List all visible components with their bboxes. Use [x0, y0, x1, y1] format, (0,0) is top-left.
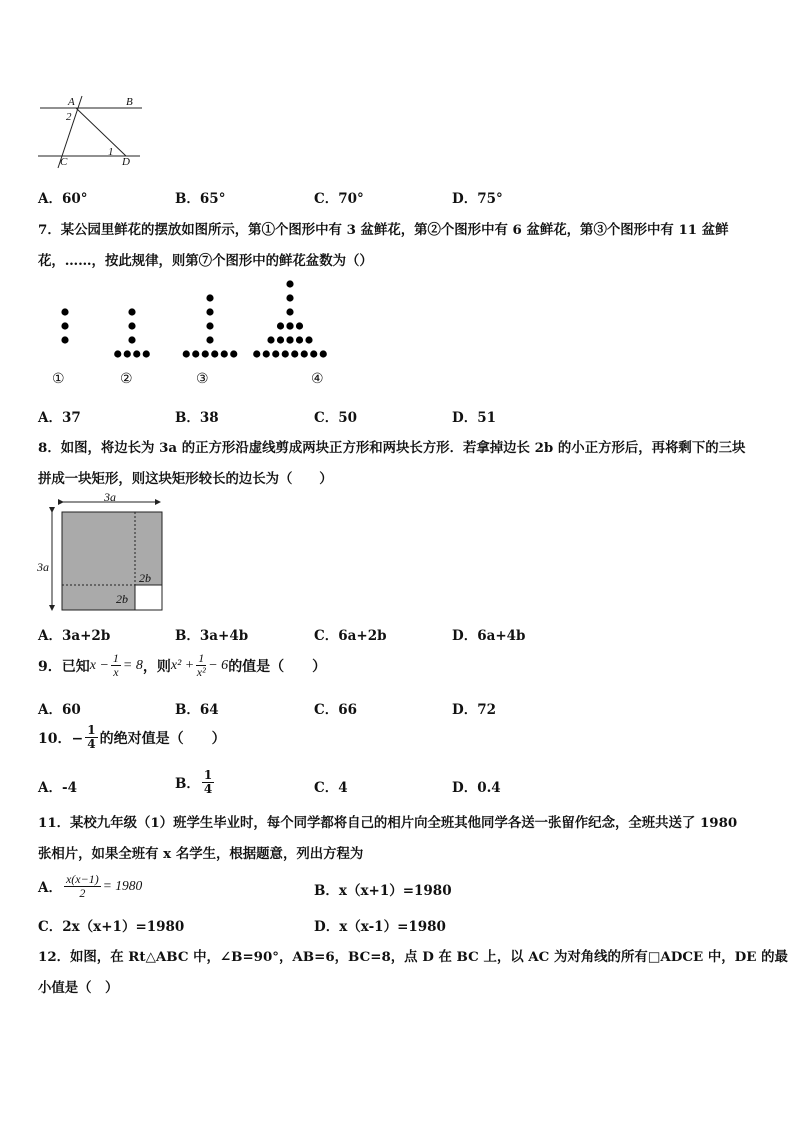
flower-dot — [286, 294, 293, 301]
q10-stem — [38, 724, 226, 751]
q9-mid: ，则 — [142, 658, 171, 675]
figure-label-3: ③ — [196, 371, 209, 387]
q10-optb-denominator: 4 — [203, 781, 213, 796]
flower-dot — [61, 336, 68, 343]
flower-dot — [192, 350, 199, 357]
flower-dot — [277, 336, 284, 343]
flower-dot — [211, 350, 218, 357]
q7-option-c[interactable]: C．50 — [314, 410, 358, 426]
label-B: B — [126, 96, 133, 108]
flower-dot — [301, 350, 308, 357]
flower-dot — [286, 322, 293, 329]
q6-option-a[interactable]: A．60° — [38, 191, 88, 207]
flower-dot — [296, 322, 303, 329]
q7-option-d[interactable]: D．51 — [452, 410, 496, 426]
q7-stem-line1: 7．某公园里鲜花的摆放如图所示，第①个图形中有 3 盆鲜花，第②个图形中有 6 盆鲜花，第③个图形中有 11 盆鲜 — [38, 222, 729, 238]
flower-dot — [206, 308, 213, 315]
q10-option-a[interactable]: A．-4 — [38, 780, 77, 796]
q11-option-d[interactable]: D．x（x-1）=1980 — [314, 919, 446, 935]
flower-dot — [230, 350, 237, 357]
flower-dot — [305, 336, 312, 343]
q9-given-rhs: = 8 — [122, 657, 143, 673]
flower-dot — [206, 294, 213, 301]
flower-dot — [277, 322, 284, 329]
q8-option-b[interactable]: B．3a+4b — [175, 628, 249, 644]
q10-optb-numerator: 1 — [203, 767, 213, 782]
flower-dot — [272, 350, 279, 357]
q6-option-d[interactable]: D．75° — [452, 191, 503, 207]
q9-suffix: 的值是（ ） — [228, 658, 327, 675]
q11-stem-line2: 张相片，如果全班有 x 名学生，根据题意，列出方程为 — [38, 846, 364, 862]
q11-stem-line1: 11．某校九年级（1）班学生毕业时，每个同学都将自己的相片向全班其他同学各送一张留作纪念，全班共送了 1980 — [38, 815, 738, 831]
flower-dot — [286, 280, 293, 287]
q7-option-a[interactable]: A．37 — [38, 410, 81, 426]
flower-dot — [206, 336, 213, 343]
q10-prefix: 10．− — [38, 730, 84, 747]
flower-dot — [282, 350, 289, 357]
q7-stem-line2: 花，……，按此规律，则第⑦个图形中的鲜花盆数为（） — [38, 253, 373, 269]
q10-option-b[interactable] — [175, 762, 216, 802]
label-inner-2b-bottom: 2b — [116, 592, 128, 606]
q9-option-a[interactable]: A．60 — [38, 702, 81, 718]
q10-fraction — [85, 724, 97, 751]
flower-dot — [128, 336, 135, 343]
flower-dot — [61, 308, 68, 315]
q11-option-b[interactable]: B．x（x+1）=1980 — [314, 883, 452, 899]
label-angle-2: 2 — [66, 111, 72, 123]
label-inner-2b-right: 2b — [139, 571, 151, 585]
figure-label-2: ② — [120, 371, 133, 387]
flower-dot — [128, 308, 135, 315]
q9-expr-a: x² + — [170, 657, 195, 673]
flower-dot — [133, 350, 140, 357]
q8-stem-line2: 拼成一块矩形，则这块矩形较长的边长为（ ） — [38, 471, 333, 487]
q10-frac-numerator: 1 — [87, 723, 96, 737]
q9-frac1-numerator: 1 — [112, 651, 119, 665]
q9-fraction-1 — [111, 652, 121, 679]
flower-dot — [114, 350, 121, 357]
figure-label-1: ① — [52, 371, 65, 387]
q10-optb-fraction — [202, 769, 214, 796]
label-D: D — [122, 156, 130, 168]
q9-stem — [38, 652, 326, 679]
q10-optb-label: B． — [175, 776, 200, 792]
q9-given-lhs: x − — [89, 657, 109, 673]
q11-opta-rhs: = 1980 — [102, 878, 143, 893]
q11-option-c[interactable]: C．2x（x+1）=1980 — [38, 919, 185, 935]
flower-dot — [310, 350, 317, 357]
flower-dot — [183, 350, 190, 357]
q8-option-c[interactable]: C．6a+2b — [314, 628, 387, 644]
flower-dot — [263, 350, 270, 357]
label-C: C — [60, 156, 68, 168]
flower-dot-figures — [40, 272, 340, 368]
flower-dot — [286, 336, 293, 343]
square-cut-figure — [38, 490, 168, 615]
label-left-3a: 3a — [37, 560, 49, 574]
q10-option-c[interactable]: C．4 — [314, 780, 348, 796]
flower-dot — [286, 308, 293, 315]
q9-option-b[interactable]: B．64 — [175, 702, 219, 718]
q11-opta-denominator: 2 — [79, 885, 86, 900]
label-angle-1: 1 — [108, 146, 114, 158]
flower-dot — [124, 350, 131, 357]
q9-option-d[interactable]: D．72 — [452, 702, 496, 718]
q12-stem-line1: 12．如图，在 Rt△ABC 中，∠B=90°，AB=6，BC=8，点 D 在 BC 上，以 AC 为对角线的所有□ADCE 中，DE 的最 — [38, 949, 788, 965]
q9-option-c[interactable]: C．66 — [314, 702, 358, 718]
q8-option-d[interactable]: D．6a+4b — [452, 628, 526, 644]
flower-dot — [143, 350, 150, 357]
q11-opta-label: A． — [38, 880, 62, 896]
q9-fraction-2 — [196, 652, 206, 679]
flower-dot — [253, 350, 260, 357]
flower-dot — [202, 350, 209, 357]
q9-frac2-numerator: 1 — [198, 651, 205, 665]
q12-stem-line2: 小值是（ ） — [38, 980, 119, 996]
q11-opta-numerator: x(x−1) — [65, 871, 99, 886]
q7-option-b[interactable]: B．38 — [175, 410, 219, 426]
q10-suffix: 的绝对值是（ ） — [99, 730, 226, 747]
flower-dot — [296, 336, 303, 343]
q6-option-c[interactable]: C．70° — [314, 191, 364, 207]
label-top-3a: 3a — [104, 490, 116, 504]
flower-dot — [128, 322, 135, 329]
flower-dot — [320, 350, 327, 357]
q8-option-a[interactable]: A．3a+2b — [38, 628, 111, 644]
flower-dot — [206, 322, 213, 329]
flower-dot — [291, 350, 298, 357]
q9-frac2-denominator: x² — [196, 665, 206, 679]
q10-option-d[interactable]: D．0.4 — [452, 780, 501, 796]
q9-frac1-denominator: x — [113, 665, 119, 679]
q10-frac-denominator: 4 — [87, 737, 96, 751]
q11-opta-fraction — [64, 873, 101, 900]
flower-dot — [267, 336, 274, 343]
flower-dot — [61, 322, 68, 329]
q11-option-a[interactable] — [38, 866, 142, 906]
q9-expr-b: − 6 — [208, 657, 229, 673]
flower-dot — [221, 350, 228, 357]
q6-option-b[interactable]: B．65° — [175, 191, 226, 207]
q8-stem-line1: 8．如图，将边长为 3a 的正方形沿虚线剪成两块正方形和两块长方形．若拿掉边长 2b 的小正方形后，再将剩下的三块 — [38, 440, 746, 456]
q9-prefix: 9．已知 — [38, 658, 90, 675]
label-A: A — [68, 96, 75, 108]
figure-label-4: ④ — [311, 371, 324, 387]
